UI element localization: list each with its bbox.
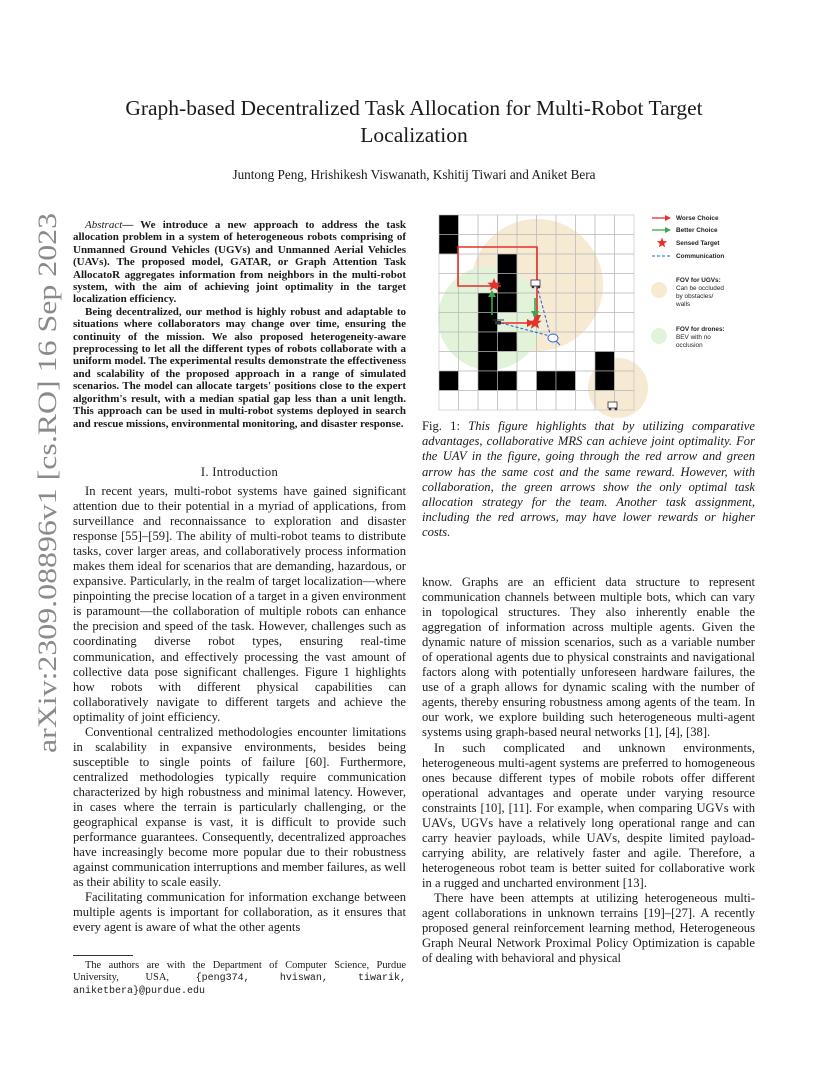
obstacle-cell xyxy=(498,332,518,352)
obstacle-cell xyxy=(439,235,459,255)
author-list: Juntong Peng, Hrishikesh Viswanath, Kshitij Tiwari and Aniket Bera xyxy=(232,167,596,182)
grid-cell xyxy=(459,235,479,255)
grid-cell xyxy=(439,254,459,274)
grid-cell xyxy=(537,391,557,411)
footnote-text: The authors are with the Department of Computer Science, Purdue University, USA, xyxy=(73,960,406,984)
section-heading: I. Introduction xyxy=(200,465,279,479)
grid-cell xyxy=(459,215,479,235)
legend-drone-fov-title: FOV for drones: xyxy=(676,326,725,333)
footnote-emails: {peng374, hviswan, tiwarik, aniketbera}@purdue.edu xyxy=(73,973,406,998)
abstract-lead: Abstract xyxy=(85,219,123,231)
grid-cell xyxy=(498,391,518,411)
grid-cell xyxy=(439,391,459,411)
footnote xyxy=(73,960,406,999)
grid-cell xyxy=(478,391,498,411)
body-paragraph: In such complicated and unknown environments, heterogeneous multi-agent systems are preferred to homogeneous ones because different types of mobile robots offer different operational advantages and operate under varying resource constraints [10], [11]. For example, when comparing UGVs with UAVs, UGVs have a relatively long operational range and can carry heavier payloads, while UAVs, despite limited payload-carrying ability, are relatively faster and agile. Therefore, a heterogeneous robot team is better suited for collaborative work in a rugged and uncharted environment [13]. xyxy=(422,740,755,890)
footnote-rule xyxy=(73,955,133,956)
grid-cell xyxy=(576,352,596,372)
arxiv-stamp-text: arXiv:2309.08896v1 [cs.RO] 16 Sep 2023 xyxy=(33,312,62,753)
legend-drone-fov-swatch xyxy=(651,328,667,344)
grid-cell xyxy=(517,371,537,391)
grid-cell xyxy=(595,332,615,352)
legend-ugv-fov-desc: Can be occluded xyxy=(676,285,724,292)
legend-ugv-fov-desc: by obstacles/ xyxy=(676,293,714,300)
legend-sensed: Sensed Target xyxy=(676,240,720,247)
obstacle-cell xyxy=(478,332,498,352)
grid-cell xyxy=(615,274,635,294)
body-paragraph: know. Graphs are an efficient data structure to represent communication channels between multiple bots, which can vary in topological structures. They also inherently enable the aggregation of information across multiple agents. Given the dynamic nature of mission scenarios, such as a variable number of operational agents due to physical constraints and navigational factors along with potentially unforeseen hardware failures, the use of a graph allows for dynamic scaling with the number of agents, thereby ensuring robustness among agents of the team. In our work, we explore building such heterogeneous multi-agent systems using graph-based neural networks [1], [4], [38]. xyxy=(422,575,755,740)
grid-cell xyxy=(576,215,596,235)
abstract xyxy=(73,219,406,430)
obstacle-cell xyxy=(498,293,518,313)
body-paragraph: In recent years, multi-robot systems have gained significant attention due to their potential in a myriad of applications, from surveillance and reconnaissance to exploration and disaster response [55]–[59]. The ability of multi-robot teams to distribute tasks, cover larger areas, and collaboratively process information makes them ideal for scenarios that are demanding, hazardous, or expansive. Particularly, in the realm of target localization—where pinpointing the precise location of a target in a given environment is paramount—the collaboration of multiple robots can enhance the precision and speed of the task. However, challenges such as coordinating diverse robot types, ensuring real-time communication, and effectively processing the vast amount of collective data pose significant challenges. Figure 1 highlights how robots with different physical capabilities can collaboratively navigate to different targets and achieve the optimality of joint efficiency. xyxy=(73,484,406,724)
figure-legend xyxy=(651,215,725,349)
obstacle-cell xyxy=(478,371,498,391)
left-column-body xyxy=(73,484,406,949)
grid-cell xyxy=(459,371,479,391)
grid-cell xyxy=(615,235,635,255)
legend-worse: Worse Choice xyxy=(676,215,719,222)
abstract-p1: — We introduce a new approach to address the task allocation problem in a system of heterogeneous robots comprising of Unmanned Ground Vehicles (UGVs) and Unmanned Aerial Vehicles (UAVs). The proposed model, GATAR, or Graph Attention Task AllocatoR aggregates information from neighbors in the multi-robot system, with the aim of achieving joint optimality in the target localization efficiency. xyxy=(73,219,406,306)
obstacle-cell xyxy=(556,371,576,391)
grid-cell xyxy=(615,215,635,235)
figure-1-graphic xyxy=(422,210,758,418)
obstacle-cell xyxy=(478,313,498,333)
obstacle-cell xyxy=(498,371,518,391)
legend-better: Better Choice xyxy=(676,227,718,234)
obstacle-cell xyxy=(537,371,557,391)
body-paragraph: Facilitating communication for information exchange between multiple agents is important for collaboration, as it ensures that every agent is aware of what the other agents xyxy=(73,890,406,935)
legend-star-icon xyxy=(657,238,667,248)
legend-ugv-fov-swatch xyxy=(651,282,667,298)
obstacle-cell xyxy=(439,215,459,235)
obstacle-cell xyxy=(478,352,498,372)
grid-cell xyxy=(595,235,615,255)
legend-communication: Communication xyxy=(676,253,725,260)
grid-cell xyxy=(615,313,635,333)
abstract-p2: Being decentralized, our method is highly robust and adaptable to situations where collaborators may change over time, ensuring the continuity of the mission. We also proposed heterogeneity-aware preprocessing to let all the different types of robots collaborate with a uniform model. The experimental results demonstrate the effectiveness and scalability of the proposed approach in a range of simulated scenarios. The model can allocate targets' positions close to the expert algorithm's result, with a median spatial gap less than a unit length. This approach can be used in multi-robot systems deployed in search and rescue missions, environmental monitoring, and disaster response. xyxy=(73,305,406,430)
figure-caption xyxy=(422,419,755,541)
grid-cell xyxy=(537,352,557,372)
legend-drone-fov-desc: BEV with no xyxy=(676,334,711,341)
grid-cell xyxy=(615,254,635,274)
obstacle-cell xyxy=(498,274,518,294)
obstacle-cell xyxy=(498,254,518,274)
grid-cell xyxy=(478,215,498,235)
body-paragraph: There have been attempts at utilizing heterogeneous multi-agent collaborations in unknown terrains [19]–[27]. A recently proposed general reinforcement learning method, Heterogeneous Graph Neural Network Proximal Policy Optimization is capable of dealing with behavioral and physical xyxy=(422,890,755,966)
caption-text: This figure highlights that by utilizing comparative advantages, collaborative MRS can achieve joint optimality. For the UAV in the figure, going through the red arrow and green arrow has the same cost and the same reward. However, with collaboration, the green arrows show the only optimal task allocation strategy for the team. Another task assignment, including the red arrows, may have lower rewards or higher costs. xyxy=(422,419,755,540)
legend-ugv-fov-title: FOV for UGVs: xyxy=(676,277,721,284)
grid-cell xyxy=(517,391,537,411)
right-column-body xyxy=(422,575,755,995)
caption-label: Fig. 1: xyxy=(422,419,469,433)
grid-cell xyxy=(595,313,615,333)
obstacle-cell xyxy=(595,371,615,391)
figure-1 xyxy=(422,210,758,418)
grid-cell xyxy=(459,391,479,411)
legend-ugv-fov-desc: walls xyxy=(676,301,691,308)
grid-cell xyxy=(615,293,635,313)
body-paragraph: Conventional centralized methodologies encounter limitations in scalability in expansive environments, besides being susceptible to single points of failure [60]. Furthermore, centralized methodologies typically require communication characterized by high robustness and minimal latency. However, in cases where the terrain is particularly challenging, or the geographical expanse is vast, it is difficult to provide such performance guarantees. Consequently, decentralized approaches have increasingly become more popular due to their robustness against communication interruptions and member failures, as well as their ability to scale easily. xyxy=(73,724,406,890)
grid-cell xyxy=(615,332,635,352)
grid-cell xyxy=(556,352,576,372)
legend-drone-fov-desc: occlusion xyxy=(676,342,703,349)
obstacle-cell xyxy=(595,352,615,372)
obstacle-cell xyxy=(439,371,459,391)
grid-cell xyxy=(556,391,576,411)
paper-title: Graph-based Decentralized Task Allocation for Multi-Robot Target Localization xyxy=(125,96,703,147)
grid-cell xyxy=(595,215,615,235)
arxiv-stamp xyxy=(12,200,72,760)
